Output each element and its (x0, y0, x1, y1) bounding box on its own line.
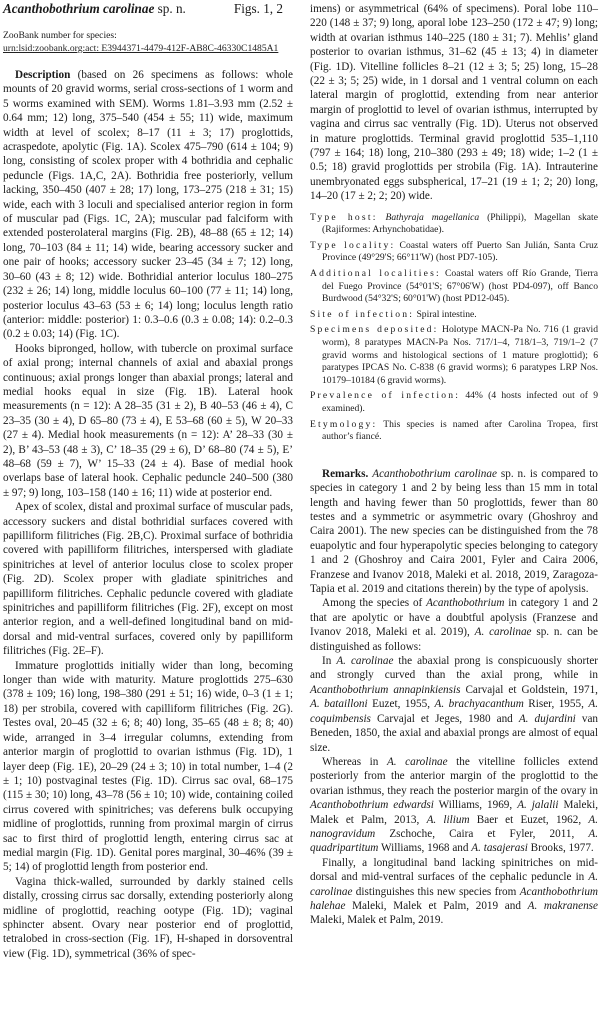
species-header (3, 1, 293, 17)
taxonomic-summary (310, 212, 598, 444)
type-host: Type host: Bathyraja magellanica (Philippi), Magellan skate (Rajiformes: Arhynchobatidae). (310, 211, 598, 236)
hooks-paragraph: Hooks bipronged, hollow, with tubercle on proximal surface of axial prong; internal channels of axial and abaxial prongs continuous; axial prongs longer than abaxial prongs; lateral and medial hooks equal in size (Fig. 1B). Lateral hook measurements (n = 12): A 28–35 (31 ± 2), B 40–53 (46 ± 4), C 23–35 (30 ± 4), D 65–80 (73 ± 4), E 53–68 (60 ± 5), W 20–33 (27 ± 4). Medial hook measurements (n = 12): A’ 28–33 (30 ± 2), B’ 43–53 (48 ± 3), C’ 18–35 (29 ± 6), D’ 68–80 (74 ± 5), E’ 48–68 (59 ± 7), W’ 15–33 (24 ± 4). Base of medial hook overlaps base of lateral hook. Cephalic peduncle 240–500 (380 ± 97; 9) long, 103–158 (140 ± 16; 11) wide at posterior end. (3, 342, 293, 499)
microtriches-paragraph: Apex of scolex, distal and proximal surface of muscular pads, accessory suckers and distal bothridial surfaces covered with papilliform filitriches (Fig. 2B,C). Proximal surface of bothridia covered with papilliform filitriches, interspersed with gladiate spinitriches at level of anterior loculus close to scolex proper (Fig. 2D). Scolex proper with gladiate spinitriches and papilliform filitriches. Cephalic peduncle covered with gladiate spinitriches and papilliform filitriches (Fig. 2F), except on most anterior region, and a well-defined longitudinal band on mid-dorsal and mid-ventral surfaces, covered only by papilliform filitriches (Fig. 2E–F). (3, 501, 293, 658)
type-locality: Type locality: Coastal waters off Puerto San Julián, Santa Cruz Province (49°29'S; 66°11'W) (host PD7-105). (310, 239, 599, 264)
vagina-ovary-paragraph: Vagina thick-walled, surrounded by darkly stained cells distally, crossing cirrus sac dorsally, extending posteriorly along midline of proglottid, reaching ootype (Fig. 1D); vaginal sphincter absent. Ovary near posterior end of proglottid, tetralobed in cross-section (Fig. 1F), H-shaped in dorsoventral view (Fig. 1D), symmetrical (36% of spec- (3, 875, 293, 960)
remarks-heading: Remarks. (322, 467, 369, 480)
remarks-paragraph-3: In A. carolinae the abaxial prong is conspicuously shorter and strongly curved than the axial prong, while in Acanthobothrium annapinkiensis Carvajal et Goldstein, 1971, A. batailloni Euzet, 1955, A. brachyacanthum Riser, 1955, A. coquimbensis Carvajal et Jeges, 1980 and A. dujardini van Beneden, 1850, the axial and abaxial prongs are almost of equal size. (310, 655, 599, 754)
remarks-paragraph-4: Whereas in A. carolinae the vitelline follicles extend posteriorly from the anterior margin of the proglottid to the ovarian isthmus, they reach the posterior margin of the ovary in Acanthobothrium edwardsi Williams, 1969, A. jalalii Maleki, Malek et Palm, 2013, A. lilium Baer et Euzet, 1962, A. nanogravidum Zschoche, Caira et Fyler, 2011, A. quadripartitum Williams, 1968 and A. tasajerasi Brooks, 1977. (310, 755, 599, 855)
additional-localities: Additional localities: Coastal waters off Río Grande, Tierra del Fuego Province (54°01'S; 67°06'W) (host PD4-097), off Banco Burdwood (54°32'S; 60°01'W) (host PD12-045). (310, 268, 598, 305)
remarks-paragraph-1: Remarks. Acanthobothrium carolinae sp. n. is compared to species in category 1 and 2 by being less than 15 mm in total length and having fewer than 50 proglottids, fewer than 80 testes and a symmetric or asymmetric ovary (Ghoshroy and Caira 2001). The new species can be distinguished from the 78 euapolytic and four hyperapolytic species belonging to category 1 and 2 (Ghoshroy and Caira 2001, Fyler and Caira 2006, Franzese and Ivanov 2018, Maleki et al. 2018, 2019, Zaragoza-Tapia et al. 2019 and citations therein) by the type of apolysis. (310, 467, 598, 596)
species-title: Acanthobothrium carolinae sp. n. (3, 1, 186, 16)
specimens-deposited: Specimens deposited: Holotype MACN-Pa No. 716 (1 gravid worm), 8 paratypes MACN-Pa Nos. 717/1–4, 718/1–3, 719/1–2 (7 gravid worms and histological sections of 1 mature proglottid); 6 paratypes IPCAS No. C-838 (6 gravid worms); 6 paratypes LRP Nos. 10179–10184 (6 gravid worms). (310, 324, 598, 386)
zoobank-label: ZooBank number for species: (3, 30, 117, 41)
zoobank-block (3, 29, 293, 55)
zoobank-lsid-link[interactable]: urn:lsid:zoobank.org:act: E3944371-4479-412F-AB8C-46330C1485A1 (3, 43, 279, 54)
prevalence-of-infection: Prevalence of infection: 44% (4 hosts infected out of 9 examined). (310, 390, 598, 414)
description-paragraph: Description (based on 26 specimens as follows: whole mounts of 20 gravid worms, serial cross-sections of 1 worm and 5 worms examined with SEM). Worms 1.81–3.93 mm (2.52 ± 0.64 mm; 12) long, 375–540 (454 ± 55; 11) wide, maximum width at level of scolex; 8–17 (11 ± 3; 17) proglottids, acraspedote, apolytic (Fig. 1A). Scolex 475–790 (614 ± 104; 9) long, consisting of scolex proper with 4 bothridia and cephalic peduncle (Figs. 1A,C, 2A). Bothridia free posteriorly, vellum lacking, 350–450 (407 ± 28; 17) long, 173–275 (218 ± 31; 15) wide, each with 3 loculi and specialised anterior region in form of muscular pad (Figs. 1C, 2A); muscular pad falciform with extended posterolateral margins (Fig. 2B), 48–88 (65 ± 12; 14) long, 70–103 (84 ± 11; 14) wide, bearing accessory sucker and one pair of hooks; accessory sucker 23–45 (34 ± 7; 12) long, 30–60 (43 ± 8; 12) wide. Bothridial anterior loculus 180–275 (232 ± 26; 14) long, middle loculus 60–100 (77 ± 11; 14) long, posterior loculus 43–63 (53 ± 6; 14) long; loculus length ratio (anterior: middle: posterior) 1: 0.3–0.6 (0.3 ± 0.08; 14): 0.2–0.3 (0.2 ± 0.03; 14) (Fig. 1C). (3, 69, 293, 341)
figures-reference: Figs. 1, 2 (233, 1, 283, 16)
ovary-continued-paragraph: imens) or asymmetrical (64% of specimens). Poral lobe 110–220 (148 ± 37; 9) long, aporal lobe 123–250 (172 ± 47; 9) long; width at ovarian isthmus 140–225 (180 ± 31; 7). Mehlis’ gland posterior to ovarian isthmus, 31–62 (45 ± 13; 4) in diameter (Fig. 1D). Vitelline follicles 8–21 (12 ± 3; 5; 25) long, 15–28 (22 ± 3; 5; 25) wide, in 1 dorsal and 1 ventral column on each lateral margin of proglottid, extending from near anterior margin of proglottid to level of ovarian isthmus, interrupted by vagina and cirrus sac ventrally (Fig. 1D). Uterus not observed in mature proglottids. Terminal gravid proglottid 535–1,110 (797 ± 164; 18) long, 210–380 (293 ± 49; 18) wide; 1–2 (1 ± 0.5; 18) gravid proglottids per strobila (Fig. 1A). Intrauterine unembryonated eggs subspherical, 17–21 (19 ± 1; 2; 20) long, 14–20 (17 ± 2; 2; 20) wide. (310, 3, 598, 203)
etymology: Etymology: This species is named after Carolina Tropea, first author’s fiancé. (310, 418, 598, 443)
site-of-infection: Site of infection: Spiral intestine. (310, 308, 477, 320)
left-column (3, 0, 293, 961)
right-column (310, 2, 598, 928)
description-heading: Description (15, 69, 71, 81)
remarks-paragraph-5: Finally, a longitudinal band lacking spinitriches on mid-dorsal and mid-ventral surfaces of the cephalic peduncle in A. carolinae distinguishes this new species from Acanthobothrium halehae Maleki, Malek et Palm, 2019 and A. makranense Maleki, Malek et Palm, 2019. (310, 856, 598, 927)
remarks-paragraph-2: Among the species of Acanthobothrium in category 1 and 2 that are apolytic or have a doubtful apolysis (Franzese and Ivanov 2018, Maleki et al. 2019), A. carolinae sp. n. can be distinguished as follows: (310, 597, 598, 653)
proglottids-paragraph: Immature proglottids initially wider than long, becoming longer than wide with maturity. Mature proglottids 275–630 (378 ± 109; 16) long, 198–380 (291 ± 51; 16) wide, 0–3 (1 ± 1; 18) per strobila, covered with capilliform filitriches (Fig. 2G). Testes oval, 20–45 (32 ± 6; 8; 40) long, 35–65 (48 ± 8; 8; 40) wide, arranged in 3–4 irregular columns, extending from anterior margin of proglottid to ovarian isthmus (Fig. 1D), 1 layer deep (Fig. 1E), 20–29 (24 ± 3; 10) in total number, 1–4 (2 ± 1; 10) postvaginal testes (Fig. 1D). Cirrus sac oval, 68–175 (115 ± 30; 10) long, 43–78 (56 ± 10; 10) wide, containing coiled cirrus covered with spinitriches; vas deferens bulk occupying midline of proglottids, running from proximal margin of cirrus sac to first third of proglottid length, entering cirrus sac at medial margin (Fig. 1D). Genital pores marginal, 30–46% (39 ± 5; 14) of proglottid length from posterior end. (3, 659, 293, 874)
